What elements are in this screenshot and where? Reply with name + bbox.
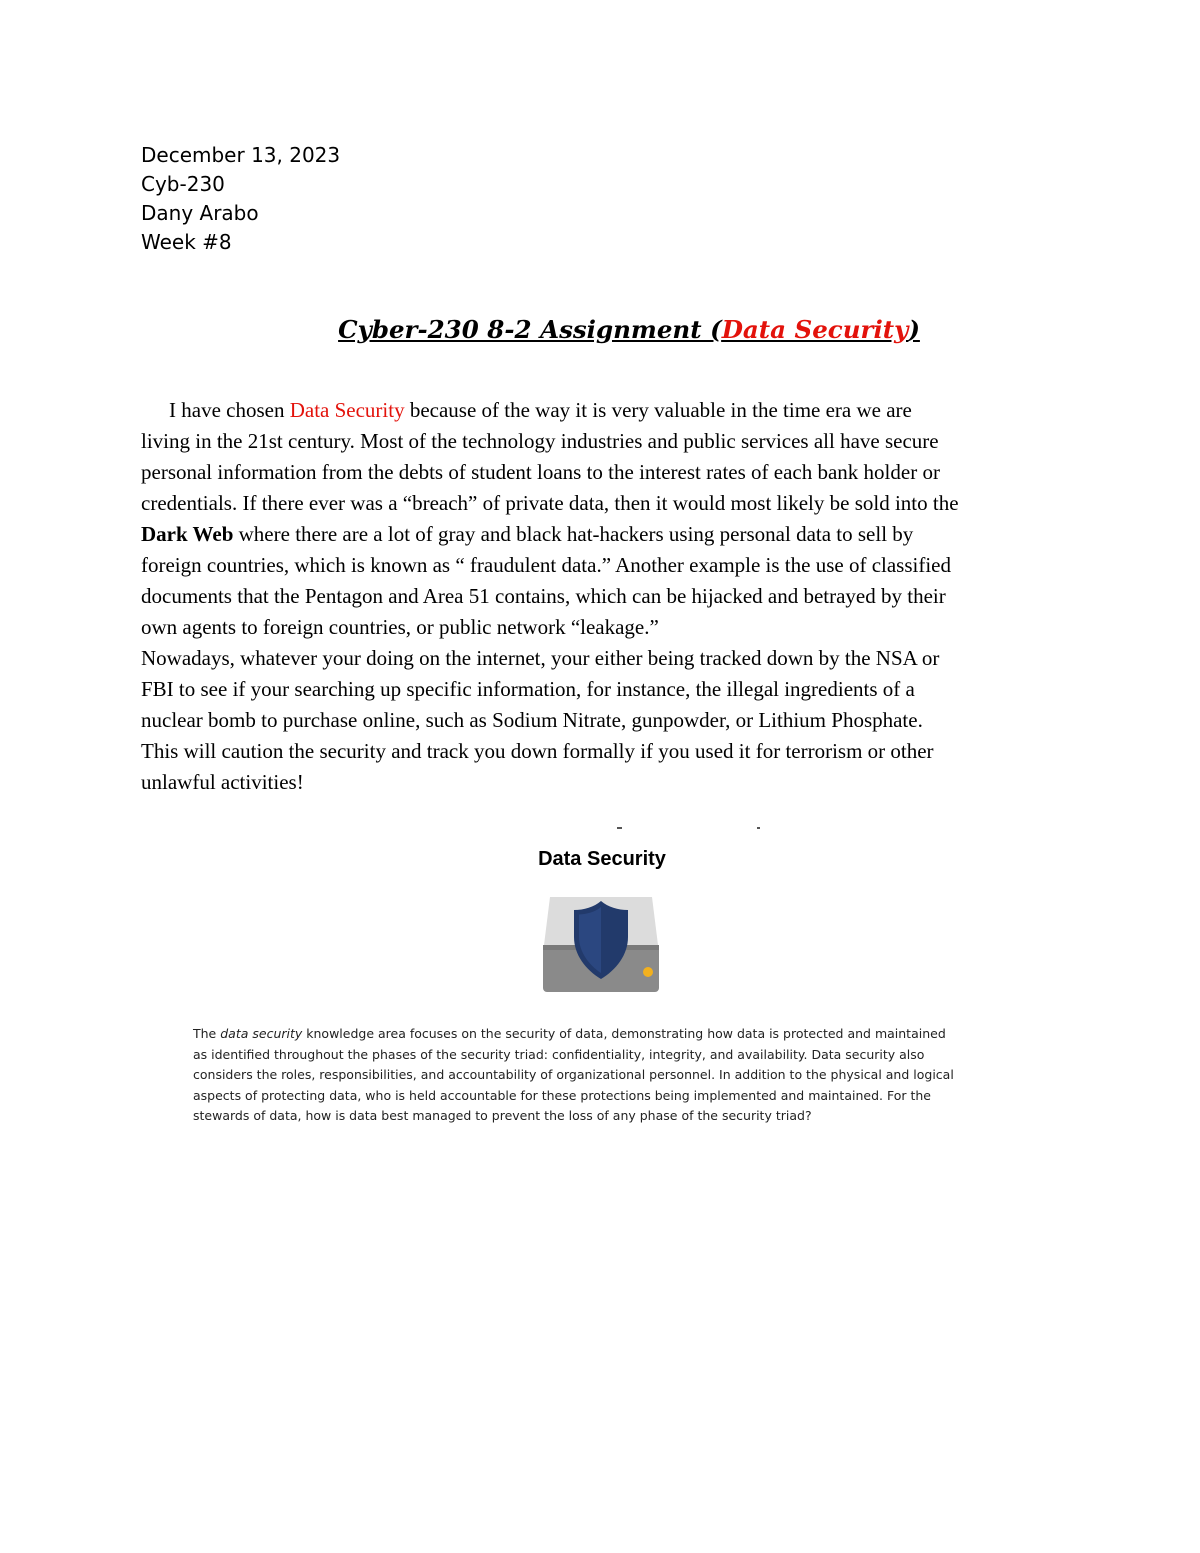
figure-crop-marks <box>617 827 767 830</box>
body-line: FBI to see if your searching up specific information, for instance, the illegal ingredients of a <box>141 677 915 701</box>
body-line: unlawful activities! <box>141 770 304 794</box>
title-topic: Data Security <box>721 315 909 344</box>
body-line <box>141 395 1066 426</box>
body-line: This will caution the security and track you down formally if you used it for terrorism or other <box>141 739 934 763</box>
caption-text-span: The <box>193 1026 221 1041</box>
body-line <box>141 519 1066 550</box>
body-text-span: because of the way it is very valuable in the time era we are <box>404 398 912 422</box>
title-prefix: Cyber-230 8-2 Assignment ( <box>338 315 722 344</box>
body-text-span: I have chosen <box>169 398 290 422</box>
document-title <box>0 315 1200 344</box>
body-line: personal information from the debts of student loans to the interest rates of each bank holder or <box>141 460 940 484</box>
body-line: documents that the Pentagon and Area 51 contains, which can be hijacked and betrayed by their <box>141 584 946 608</box>
caption-italic-term: data security <box>220 1026 303 1041</box>
figure-title: Data Security <box>538 848 666 870</box>
header-week: Week #8 <box>141 230 232 254</box>
dark-web-term: Dark Web <box>141 522 234 546</box>
caption-line: stewards of data, how is data best managed to prevent the loss of any phase of the security triad? <box>193 1108 812 1123</box>
body-line: living in the 21st century. Most of the technology industries and public services all have secure <box>141 429 939 453</box>
caption-line <box>193 1024 1023 1045</box>
caption-line: considers the roles, responsibilities, and accountability of organizational personnel. In addition to the physical and logical <box>193 1067 954 1082</box>
body-text-span: where there are a lot of gray and black hat-hackers using personal data to sell by <box>233 522 914 546</box>
body-topic-highlight: Data Security <box>289 398 405 422</box>
caption-line: as identified throughout the phases of the security triad: confidentiality, integrity, and availability. Data security also <box>193 1046 925 1062</box>
caption-text-span: knowledge area focuses on the security of data, demonstrating how data is protected and maintained <box>302 1026 946 1041</box>
shield-drive-icon <box>540 893 662 995</box>
header-author: Dany Arabo <box>141 201 259 225</box>
body-line: Nowadays, whatever your doing on the internet, your either being tracked down by the NSA or <box>141 646 940 670</box>
title-suffix: ) <box>908 315 920 344</box>
header-course: Cyb-230 <box>141 172 225 196</box>
body-line: credentials. If there ever was a “breach” of private data, then it would most likely be sold into the <box>141 491 959 515</box>
caption-line: aspects of protecting data, who is held accountable for these protections being implemented and maintained. For the <box>193 1087 931 1103</box>
body-text <box>141 395 1066 798</box>
document-header <box>141 141 340 257</box>
figure-caption <box>193 1024 1023 1127</box>
body-line: own agents to foreign countries, or public network “leakage.” <box>141 615 659 639</box>
body-line: foreign countries, which is known as “ fraudulent data.” Another example is the use of classified <box>141 553 952 577</box>
body-line: nuclear bomb to purchase online, such as Sodium Nitrate, gunpowder, or Lithium Phosphate. <box>141 708 923 732</box>
header-date: December 13, 2023 <box>141 143 341 167</box>
